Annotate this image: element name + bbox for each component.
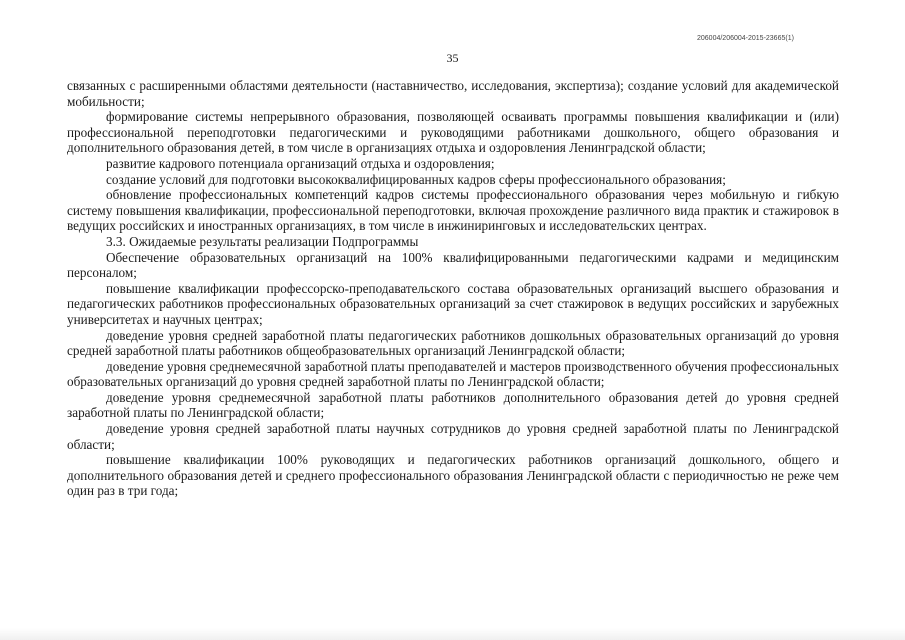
document-body	[67, 78, 839, 499]
page-number: 35	[446, 51, 459, 65]
document-id: 206004/206004-2015-23665(1)	[697, 35, 794, 42]
scan-edge-shadow	[0, 628, 905, 640]
paragraph: доведение уровня средней заработной платы педагогических работников дошкольных образовательных организаций до уровня средней заработной платы работников общеобразовательных организаций Ленинградской области;	[67, 327, 839, 359]
paragraph: создание условий для подготовки высококвалифицированных кадров сферы профессионального образования;	[106, 171, 726, 187]
paragraph: формирование системы непрерывного образования, позволяющей осваивать программы повышения квалификации и (или) профессиональной переподготовки педагогическими и руководящими работниками дошкольного, общего образования и дополнительного образования детей, в том числе в организациях отдыха и оздоровления Ленинградской области;	[67, 109, 839, 156]
paragraph: повышение квалификации 100% руководящих и педагогических работников организаций дошкольного, общего и дополнительного образования детей и среднего профессионального образования Ленинградской области с периодичностью не реже чем один раз в три года;	[67, 452, 839, 499]
paragraph: связанных с расширенными областями деятельности (наставничество, исследования, экспертиза); создание условий для академической мобильности;	[67, 78, 839, 109]
paragraph: развитие кадрового потенциала организаций отдыха и оздоровления;	[106, 155, 495, 171]
paragraph: доведение уровня среднемесячной заработной платы преподавателей и мастеров производственного обучения профессиональных образовательных организаций до уровня средней заработной платы по Ленинградской области;	[67, 358, 839, 390]
section-heading: 3.3. Ожидаемые результаты реализации Подпрограммы	[106, 233, 419, 249]
paragraph: обновление профессиональных компетенций кадров системы профессионального образования через мобильную и гибкую систему повышения квалификации, профессиональной переподготовки, включая прохождение различного вида практик и стажировок в ведущих российских и иностранных организациях, в том числе в инжиниринговых и исследовательских центрах.	[67, 187, 839, 234]
paragraph: Обеспечение образовательных организаций на 100% квалифицированными педагогическими кадрами и медицинским персоналом;	[67, 249, 839, 281]
paragraph: доведение уровня средней заработной платы научных сотрудников до уровня средней заработной платы по Ленинградской области;	[67, 421, 839, 452]
paragraph: повышение квалификации профессорско-преподавательского состава образовательных организаций высшего образования и педагогических работников профессиональных образовательных организаций за счет стажировок в ведущих российских и зарубежных университетах и научных центрах;	[67, 280, 839, 327]
paragraph: доведение уровня среднемесячной заработной платы работников дополнительного образования детей до уровня средней заработной платы по Ленинградской области;	[67, 389, 839, 421]
